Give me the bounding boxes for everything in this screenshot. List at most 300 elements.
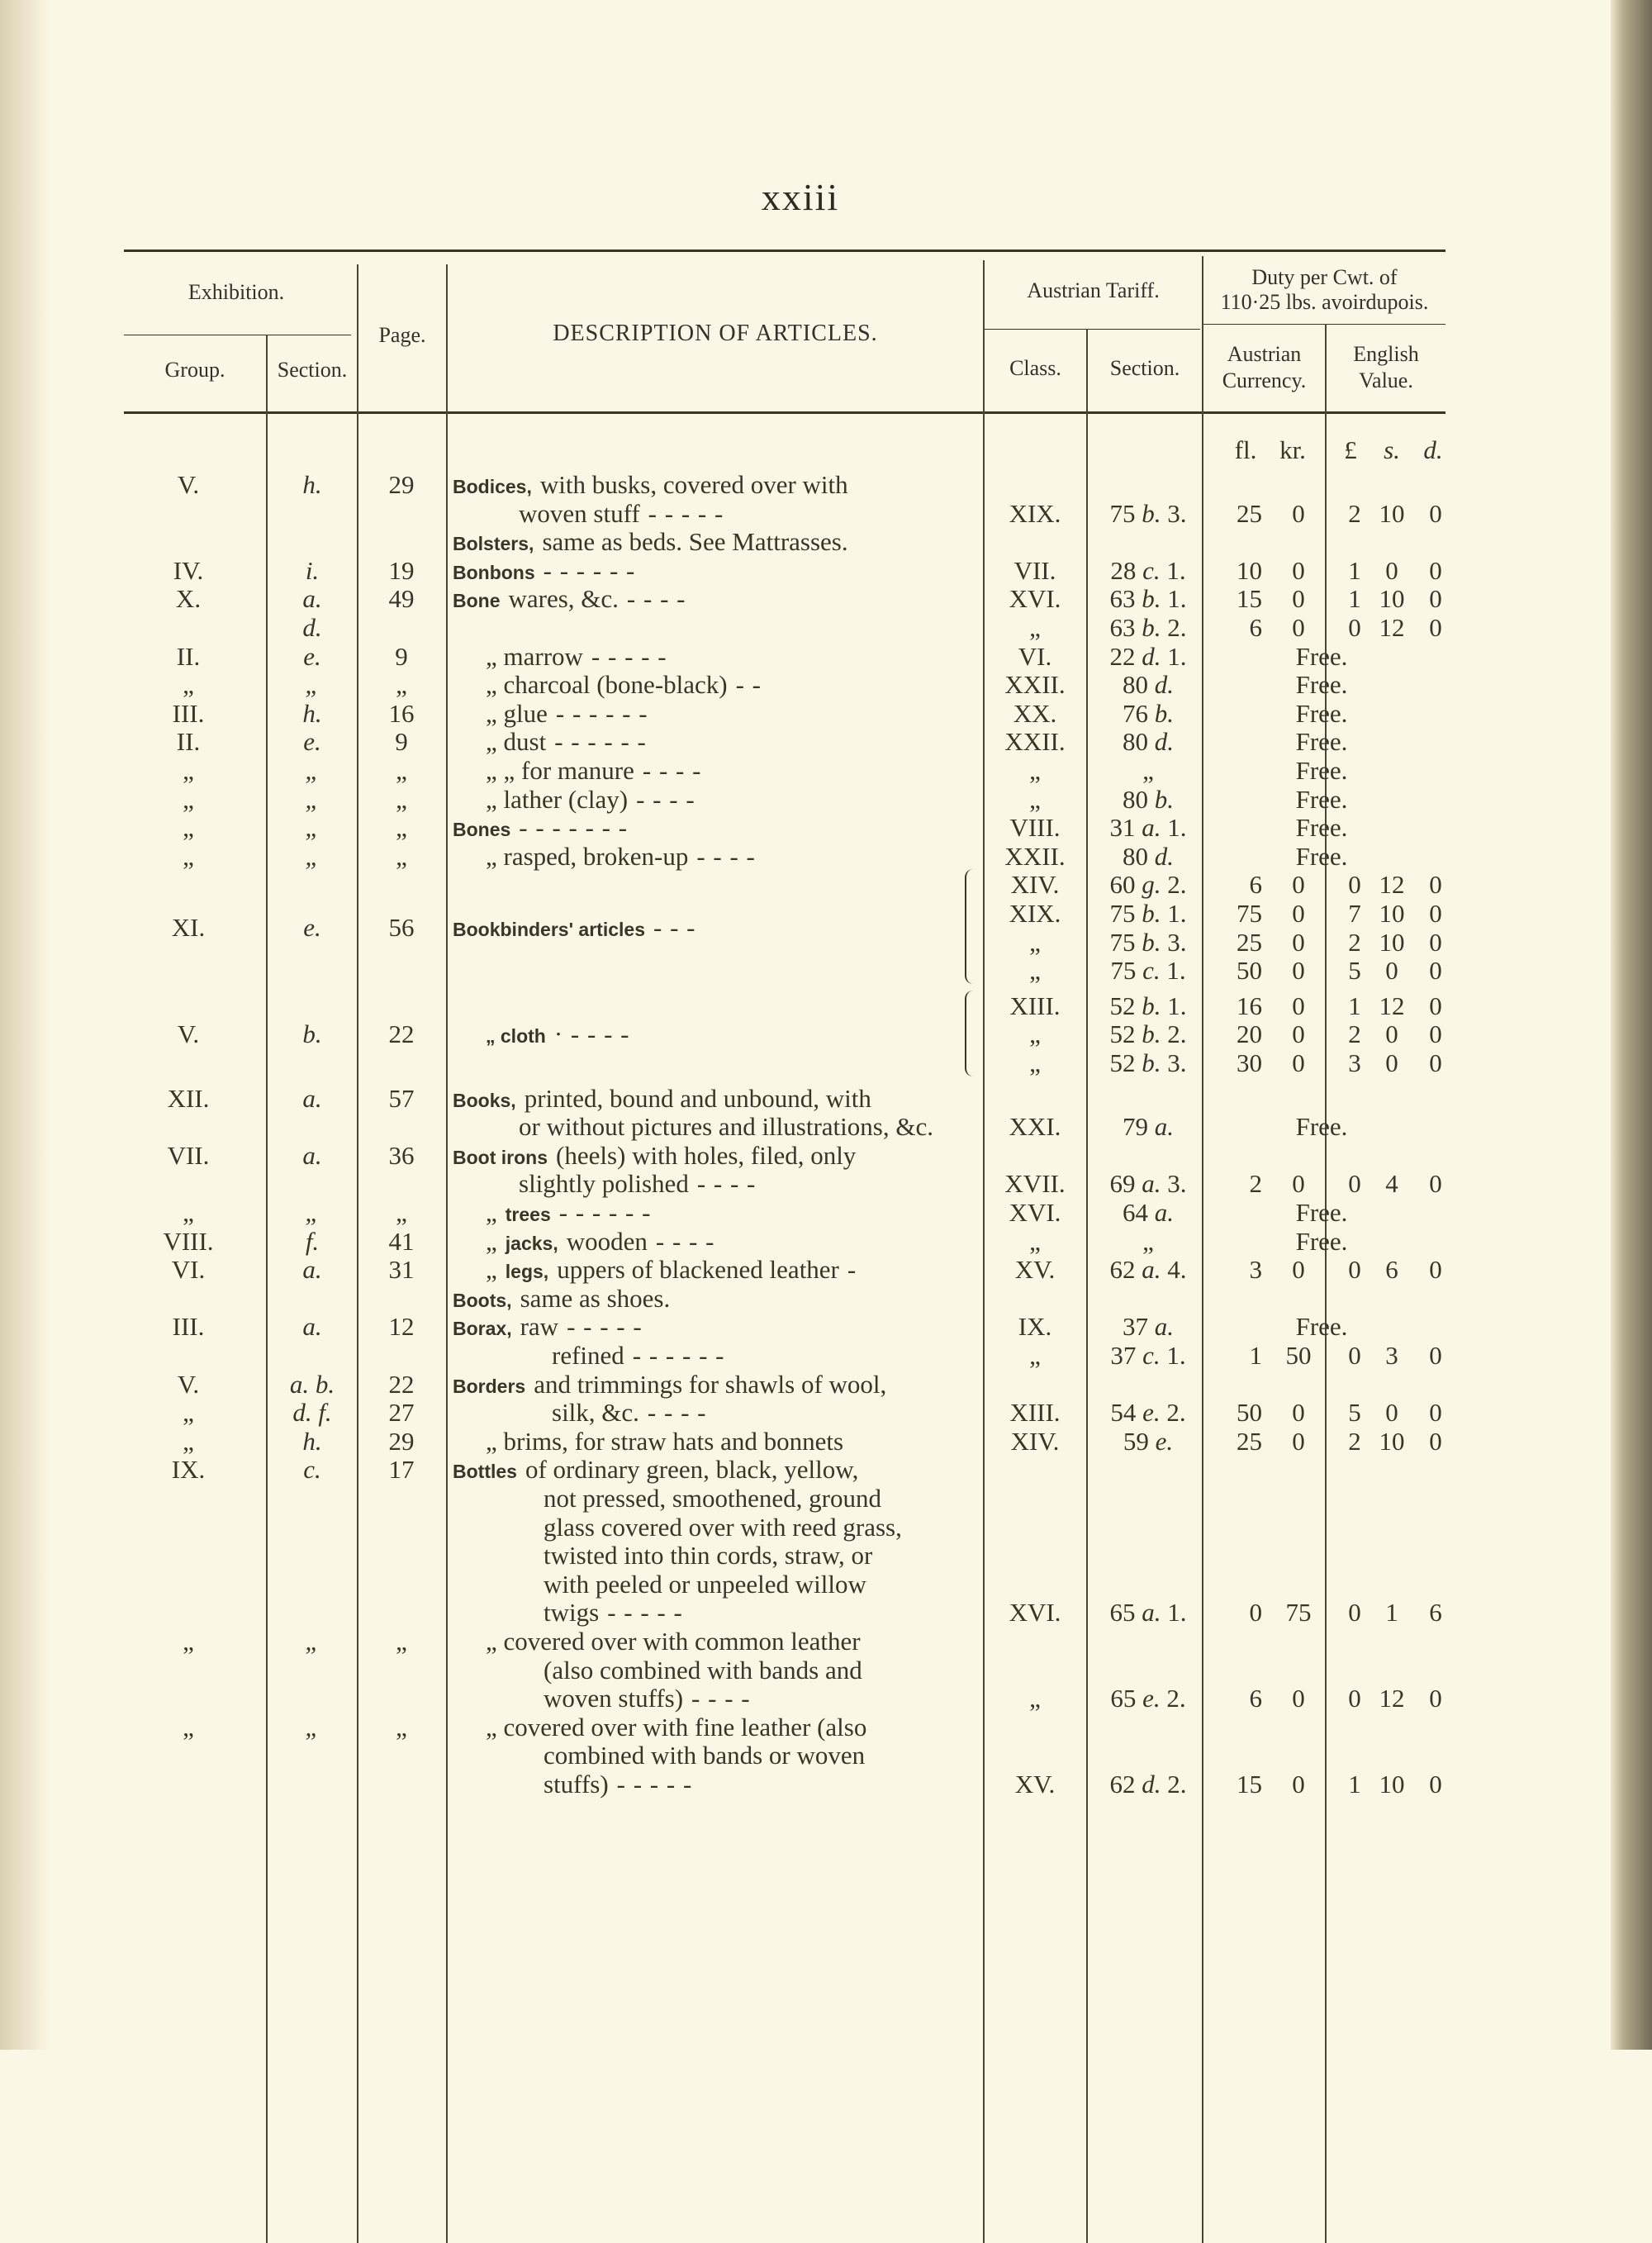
- duty-fl: 1: [1249, 1341, 1262, 1370]
- row-group: XI.: [171, 913, 206, 943]
- row-tariff-section: 79 a.: [1123, 1112, 1174, 1142]
- duty-shilling: 0: [1385, 555, 1398, 585]
- row-section: a.: [302, 1312, 322, 1342]
- row-description: Bolsters, same as beds. See Mattrasses.: [453, 527, 848, 557]
- duty-fl: 6: [1249, 1684, 1262, 1713]
- duty-shilling: 0: [1385, 1398, 1398, 1428]
- row-class: „: [1029, 927, 1041, 957]
- row-group: V.: [177, 1369, 200, 1399]
- duty-fl: 50: [1237, 956, 1262, 986]
- header-austrian-currency-2: Currency.: [1222, 368, 1307, 392]
- row-page: 57: [388, 1083, 415, 1113]
- row-description: „ charcoal (bone-black) - -: [486, 670, 762, 700]
- duty-fl: 3: [1249, 1255, 1262, 1285]
- row-page: „: [396, 1627, 407, 1656]
- divider-class-section: [1086, 329, 1088, 2243]
- row-group: „: [183, 1627, 194, 1656]
- duty-pound: 2: [1348, 927, 1361, 957]
- header-class: Class.: [1009, 356, 1061, 380]
- row-page: 56: [388, 913, 415, 943]
- row-description-cont: glass covered over with reed grass,: [544, 1512, 902, 1542]
- duty-kr: 0: [1292, 1255, 1305, 1285]
- header-section: Section.: [277, 358, 348, 382]
- row-description: Boot irons (heels) with holes, filed, only: [453, 1140, 857, 1170]
- row-section: h.: [302, 698, 322, 728]
- row-section: „: [305, 841, 320, 871]
- duty-pence: 0: [1429, 1169, 1442, 1199]
- row-tariff-section: 65 a. 1.: [1109, 1598, 1187, 1628]
- row-section: a.: [302, 1140, 322, 1170]
- row-section: d. f.: [292, 1398, 332, 1428]
- row-section: f.: [305, 1226, 320, 1256]
- row-tariff-section: 63 b. 2.: [1109, 613, 1187, 642]
- row-section: a.: [302, 1083, 322, 1113]
- row-tariff-section: 52 b. 2.: [1109, 1019, 1187, 1049]
- row-class: VIII.: [1009, 813, 1061, 843]
- duty-shilling: 10: [1379, 1426, 1405, 1456]
- row-description: refined - - - - - -: [552, 1341, 725, 1370]
- row-tariff-section: 76 b.: [1123, 698, 1174, 728]
- row-group: „: [183, 1398, 194, 1428]
- row-description: Bonbons - - - - - -: [453, 555, 636, 585]
- row-description: Bone wares, &c. - - - -: [453, 584, 686, 614]
- row-section: „: [305, 1627, 320, 1656]
- brace: [965, 869, 978, 983]
- duty-pence: 6: [1429, 1598, 1442, 1628]
- duty-kr: 75: [1285, 1598, 1312, 1628]
- row-page: 29: [388, 1426, 415, 1456]
- duty-pound: 0: [1348, 870, 1361, 900]
- duty-free: Free.: [1295, 670, 1348, 700]
- unit-kr: kr.: [1279, 435, 1306, 464]
- duty-kr: 0: [1292, 1169, 1305, 1199]
- header-duty-sub: 110·25 lbs. avoirdupois.: [1220, 290, 1429, 314]
- row-class: XIV.: [1010, 870, 1060, 900]
- row-group: „: [183, 841, 194, 871]
- row-description: „ covered over with common leather: [486, 1627, 861, 1656]
- header-austrian-tariff: Austrian Tariff.: [1027, 278, 1160, 302]
- row-description: „ „ for manure - - - -: [486, 756, 702, 785]
- row-class: XIX.: [1009, 899, 1061, 928]
- row-group: „: [183, 1712, 194, 1742]
- row-class: „: [1029, 1019, 1041, 1049]
- duty-pound: 1: [1348, 1770, 1361, 1799]
- divider-page-desc: [446, 264, 448, 2243]
- duty-pence: 0: [1429, 1398, 1442, 1428]
- row-class: „: [1029, 1684, 1041, 1713]
- row-tariff-section: 80 d.: [1123, 727, 1174, 757]
- duty-pound: 3: [1348, 1048, 1361, 1077]
- duty-fl: 25: [1237, 927, 1262, 957]
- unit-pence: d.: [1423, 435, 1443, 464]
- duty-shilling: 6: [1385, 1255, 1398, 1285]
- row-tariff-section: 37 a.: [1123, 1312, 1174, 1342]
- row-group: II.: [176, 727, 201, 757]
- duty-kr: 0: [1292, 1426, 1305, 1456]
- row-group: III.: [172, 1312, 205, 1342]
- duty-kr: 0: [1292, 1048, 1305, 1077]
- row-description-cont: or without pictures and illustrations, &c.: [519, 1112, 933, 1142]
- divider-currency-value: [1325, 324, 1327, 2243]
- row-tariff-section: 65 e. 2.: [1110, 1684, 1186, 1713]
- row-class: XIII.: [1009, 991, 1061, 1020]
- row-group: II.: [176, 641, 201, 671]
- row-group: VI.: [171, 1255, 206, 1285]
- unit-fl: fl.: [1234, 435, 1257, 464]
- row-description: Bodices, with busks, covered over with: [453, 470, 848, 499]
- row-class: XIX.: [1009, 498, 1061, 528]
- duty-kr: 0: [1292, 584, 1305, 614]
- row-description-cont: not pressed, smoothened, ground: [544, 1484, 881, 1513]
- duty-fl: 16: [1237, 991, 1262, 1020]
- duty-pence: 0: [1429, 956, 1442, 986]
- row-page: „: [396, 784, 407, 814]
- row-section: e.: [303, 641, 321, 671]
- row-tariff-section: 75 c. 1.: [1110, 956, 1186, 986]
- row-page: 29: [388, 470, 415, 499]
- row-section: a.: [302, 1255, 322, 1285]
- table-top-rule: [124, 249, 1446, 252]
- duty-pence: 0: [1429, 1770, 1442, 1799]
- row-description-cont: woven stuffs) - - - -: [544, 1684, 751, 1713]
- duty-pound: 1: [1348, 584, 1361, 614]
- row-page: 9: [395, 641, 408, 671]
- row-section: a.: [302, 584, 322, 614]
- row-tariff-section: 60 g. 2.: [1109, 870, 1187, 900]
- row-description: „ lather (clay) - - - -: [486, 784, 695, 814]
- row-description: „ cloth · - - - -: [486, 1019, 630, 1049]
- duty-pence: 0: [1429, 870, 1442, 900]
- duty-fl: 50: [1237, 1398, 1262, 1428]
- page-edge-stack: [1611, 0, 1652, 2050]
- row-section: c.: [303, 1455, 321, 1485]
- row-tariff-section: 59 e.: [1123, 1426, 1174, 1456]
- row-class: „: [1029, 613, 1041, 642]
- duty-kr: 0: [1292, 927, 1305, 957]
- tariff-subrule: [983, 329, 1200, 330]
- row-page: 27: [388, 1398, 415, 1428]
- duty-pound: 0: [1348, 1684, 1361, 1713]
- row-section: „: [305, 1198, 320, 1227]
- row-class: „: [1029, 1341, 1041, 1370]
- duty-fl: 10: [1237, 555, 1262, 585]
- duty-pound: 5: [1348, 1398, 1361, 1428]
- row-class: „: [1029, 1048, 1041, 1077]
- duty-shilling: 10: [1379, 498, 1405, 528]
- header-english-value-2: Value.: [1359, 368, 1413, 392]
- row-page: „: [396, 841, 407, 871]
- row-tariff-section: 75 b. 3.: [1109, 498, 1187, 528]
- duty-shilling: 12: [1379, 870, 1405, 900]
- duty-shilling: 10: [1379, 584, 1405, 614]
- header-austrian-currency-1: Austrian: [1227, 342, 1302, 366]
- duty-fl: 30: [1237, 1048, 1262, 1077]
- header-duty: Duty per Cwt. of: [1251, 265, 1398, 289]
- row-tariff-section: 54 e. 2.: [1110, 1398, 1186, 1428]
- row-description-cont: woven stuff - - - - -: [519, 498, 724, 528]
- row-group: „: [183, 1426, 194, 1456]
- duty-fl: 0: [1249, 1598, 1262, 1628]
- row-page: 49: [388, 584, 415, 614]
- duty-pence: 0: [1429, 613, 1442, 642]
- row-description: „ trees - - - - - -: [486, 1198, 652, 1227]
- row-class: VI.: [1018, 641, 1052, 671]
- row-tariff-section: 28 c. 1.: [1110, 555, 1186, 585]
- row-class: XX.: [1013, 698, 1057, 728]
- row-description-cont: twigs - - - - -: [544, 1598, 683, 1628]
- duty-free: Free.: [1295, 756, 1348, 785]
- row-description: „ glue - - - - - -: [486, 698, 648, 728]
- row-class: „: [1029, 956, 1041, 986]
- row-section: h.: [302, 470, 322, 499]
- duty-shilling: 0: [1385, 956, 1398, 986]
- row-section: h.: [302, 1426, 322, 1456]
- row-section: i.: [305, 555, 320, 585]
- duty-pound: 0: [1348, 1169, 1361, 1199]
- duty-free: Free.: [1295, 841, 1348, 871]
- row-class: XV.: [1014, 1770, 1056, 1799]
- row-tariff-section: „: [1142, 756, 1154, 785]
- header-exhibition: Exhibition.: [188, 280, 285, 304]
- duty-free: Free.: [1295, 698, 1348, 728]
- header-tariff-section: Section.: [1109, 356, 1180, 380]
- duty-fl: 25: [1237, 498, 1262, 528]
- duty-pence: 0: [1429, 1341, 1442, 1370]
- row-group: IV.: [173, 555, 204, 585]
- divider-group-section: [266, 335, 268, 2243]
- divider-tariff-duty: [1202, 256, 1203, 2243]
- row-page: „: [396, 1712, 407, 1742]
- duty-pence: 0: [1429, 498, 1442, 528]
- row-group: „: [183, 813, 194, 843]
- duty-free: Free.: [1295, 641, 1348, 671]
- row-group: X.: [175, 584, 202, 614]
- row-section: b.: [302, 1019, 322, 1049]
- duty-kr: 0: [1292, 1019, 1305, 1049]
- unit-pound: £: [1344, 435, 1357, 464]
- duty-shilling: 10: [1379, 1770, 1405, 1799]
- row-section: „: [305, 784, 320, 814]
- duty-pound: 7: [1348, 899, 1361, 928]
- duty-free: Free.: [1295, 784, 1348, 814]
- duty-shilling: 3: [1385, 1341, 1398, 1370]
- duty-kr: 50: [1285, 1341, 1312, 1370]
- header-description: DESCRIPTION OF ARTICLES.: [553, 321, 878, 346]
- row-tariff-section: 75 b. 1.: [1109, 899, 1187, 928]
- row-page: „: [396, 670, 407, 700]
- header-group: Group.: [164, 358, 225, 382]
- duty-shilling: 10: [1379, 899, 1405, 928]
- row-group: VII.: [167, 1140, 210, 1170]
- row-section: a. b.: [289, 1369, 335, 1399]
- duty-kr: 0: [1292, 899, 1305, 928]
- row-group: XII.: [167, 1083, 210, 1113]
- row-tariff-section: 52 b. 1.: [1109, 991, 1187, 1020]
- row-description-cont: combined with bands or woven: [544, 1741, 866, 1770]
- row-group: V.: [177, 1019, 200, 1049]
- row-page: 22: [388, 1019, 415, 1049]
- duty-fl: 6: [1249, 613, 1262, 642]
- row-description: „ covered over with fine leather (also: [486, 1712, 867, 1742]
- row-description: „ jacks, wooden - - - -: [486, 1226, 715, 1256]
- header-page: Page.: [378, 323, 426, 347]
- row-description: „ marrow - - - - -: [486, 641, 667, 671]
- row-class: XIV.: [1010, 1426, 1060, 1456]
- row-description: Boots, same as shoes.: [453, 1283, 671, 1313]
- duty-kr: 0: [1292, 956, 1305, 986]
- row-class: XXII.: [1004, 841, 1066, 871]
- duty-free: Free.: [1295, 1226, 1348, 1256]
- duty-fl: 15: [1237, 584, 1262, 614]
- row-section: „: [305, 813, 320, 843]
- duty-shilling: 0: [1385, 1048, 1398, 1077]
- row-description: silk, &c. - - - -: [552, 1398, 707, 1428]
- row-page: 36: [388, 1140, 415, 1170]
- row-class: XVI.: [1009, 1598, 1061, 1628]
- duty-shilling: 12: [1379, 991, 1405, 1020]
- duty-free: Free.: [1295, 813, 1348, 843]
- duty-pound: 5: [1348, 956, 1361, 986]
- row-class: XXII.: [1004, 670, 1066, 700]
- row-description-cont: slightly polished - - - -: [519, 1169, 757, 1199]
- duty-fl: 75: [1237, 899, 1262, 928]
- row-class: XIII.: [1009, 1398, 1061, 1428]
- duty-pence: 0: [1429, 1684, 1442, 1713]
- duty-kr: 0: [1292, 991, 1305, 1020]
- row-page: 41: [388, 1226, 415, 1256]
- duty-free: Free.: [1295, 1112, 1348, 1142]
- duty-pound: 0: [1348, 1255, 1361, 1285]
- duty-pence: 0: [1429, 1426, 1442, 1456]
- row-class: XVI.: [1009, 1198, 1061, 1227]
- row-page: „: [396, 1198, 407, 1227]
- duty-kr: 0: [1292, 555, 1305, 585]
- row-page: 19: [388, 555, 415, 585]
- duty-subrule: [1202, 324, 1446, 325]
- duty-shilling: 1: [1385, 1598, 1398, 1628]
- duty-kr: 0: [1292, 870, 1305, 900]
- row-tariff-section: 62 a. 4.: [1109, 1255, 1187, 1285]
- row-page: 31: [388, 1255, 415, 1285]
- duty-free: Free.: [1295, 1312, 1348, 1342]
- duty-kr: 0: [1292, 498, 1305, 528]
- row-tariff-section: „: [1142, 1226, 1154, 1256]
- row-description: Borders and trimmings for shawls of wool,: [453, 1369, 887, 1399]
- row-description: Borax, raw - - - - -: [453, 1312, 643, 1342]
- duty-pound: 2: [1348, 1426, 1361, 1456]
- row-group: IX.: [171, 1455, 206, 1485]
- header-bottom-rule: [124, 411, 1446, 414]
- duty-free: Free.: [1295, 727, 1348, 757]
- duty-shilling: 12: [1379, 1684, 1405, 1713]
- row-tariff-section: 52 b. 3.: [1109, 1048, 1187, 1077]
- row-section: e.: [303, 913, 321, 943]
- duty-kr: 0: [1292, 613, 1305, 642]
- row-section: „: [305, 1712, 320, 1742]
- row-class: XVI.: [1009, 584, 1061, 614]
- duty-fl: 15: [1237, 1770, 1262, 1799]
- row-description: Bookbinders' articles - - -: [453, 913, 696, 943]
- row-class: XV.: [1014, 1255, 1056, 1285]
- row-class: „: [1029, 784, 1041, 814]
- row-page: 12: [388, 1312, 415, 1342]
- row-group: VIII.: [163, 1226, 214, 1256]
- header-english-value-1: English: [1353, 342, 1419, 366]
- page-gutter-shadow: [0, 0, 51, 2050]
- duty-pence: 0: [1429, 1255, 1442, 1285]
- duty-pound: 0: [1348, 1341, 1361, 1370]
- duty-pound: 1: [1348, 555, 1361, 585]
- row-tariff-section: 80 d.: [1123, 670, 1174, 700]
- duty-shilling: 4: [1385, 1169, 1398, 1199]
- row-group: III.: [172, 698, 205, 728]
- row-page: 16: [388, 698, 415, 728]
- row-class: VII.: [1014, 555, 1056, 585]
- row-tariff-section: 63 b. 1.: [1109, 584, 1187, 614]
- row-page: „: [396, 756, 407, 785]
- duty-pound: 0: [1348, 1598, 1361, 1628]
- row-class: „: [1029, 1226, 1041, 1256]
- row-description: Bones - - - - - - -: [453, 813, 629, 843]
- duty-pound: 2: [1348, 498, 1361, 528]
- row-group: „: [183, 784, 194, 814]
- duty-pence: 0: [1429, 927, 1442, 957]
- page-number: xxiii: [761, 176, 840, 218]
- duty-free: Free.: [1295, 1198, 1348, 1227]
- row-section: d.: [302, 613, 322, 642]
- duty-pound: 2: [1348, 1019, 1361, 1049]
- row-tariff-section: 80 b.: [1123, 784, 1174, 814]
- duty-fl: 20: [1237, 1019, 1262, 1049]
- duty-fl: 2: [1249, 1169, 1262, 1199]
- row-group: „: [183, 1198, 194, 1227]
- row-description-cont: (also combined with bands and: [544, 1655, 862, 1685]
- row-description: „ legs, uppers of blackened leather -: [486, 1255, 857, 1285]
- unit-shilling: s.: [1384, 435, 1400, 464]
- duty-shilling: 12: [1379, 613, 1405, 642]
- duty-shilling: 0: [1385, 1019, 1398, 1049]
- duty-fl: 6: [1249, 870, 1262, 900]
- duty-pence: 0: [1429, 1019, 1442, 1049]
- row-section: e.: [303, 727, 321, 757]
- row-tariff-section: 64 a.: [1123, 1198, 1174, 1227]
- duty-kr: 0: [1292, 1398, 1305, 1428]
- brace: [965, 991, 978, 1076]
- row-tariff-section: 22 d. 1.: [1109, 641, 1187, 671]
- row-class: XXI.: [1009, 1112, 1061, 1142]
- row-section: „: [305, 670, 320, 700]
- row-class: XXII.: [1004, 727, 1066, 757]
- row-tariff-section: 80 d.: [1123, 841, 1174, 871]
- row-class: IX.: [1018, 1312, 1052, 1342]
- row-group: V.: [177, 470, 200, 499]
- duty-pence: 0: [1429, 899, 1442, 928]
- duty-pence: 0: [1429, 1048, 1442, 1077]
- row-description: Bottles of ordinary green, black, yellow,: [453, 1455, 859, 1485]
- duty-pound: 1: [1348, 991, 1361, 1020]
- duty-pence: 0: [1429, 584, 1442, 614]
- row-class: XVII.: [1004, 1169, 1066, 1199]
- row-tariff-section: 37 c. 1.: [1110, 1341, 1186, 1370]
- row-description: „ brims, for straw hats and bonnets: [486, 1426, 844, 1456]
- duty-kr: 0: [1292, 1770, 1305, 1799]
- row-page: „: [396, 813, 407, 843]
- row-tariff-section: 69 a. 3.: [1109, 1169, 1187, 1199]
- row-tariff-section: 75 b. 3.: [1109, 927, 1187, 957]
- row-description-cont: stuffs) - - - - -: [544, 1770, 693, 1799]
- row-page: 17: [388, 1455, 415, 1485]
- row-description-cont: with peeled or unpeeled willow: [544, 1569, 866, 1599]
